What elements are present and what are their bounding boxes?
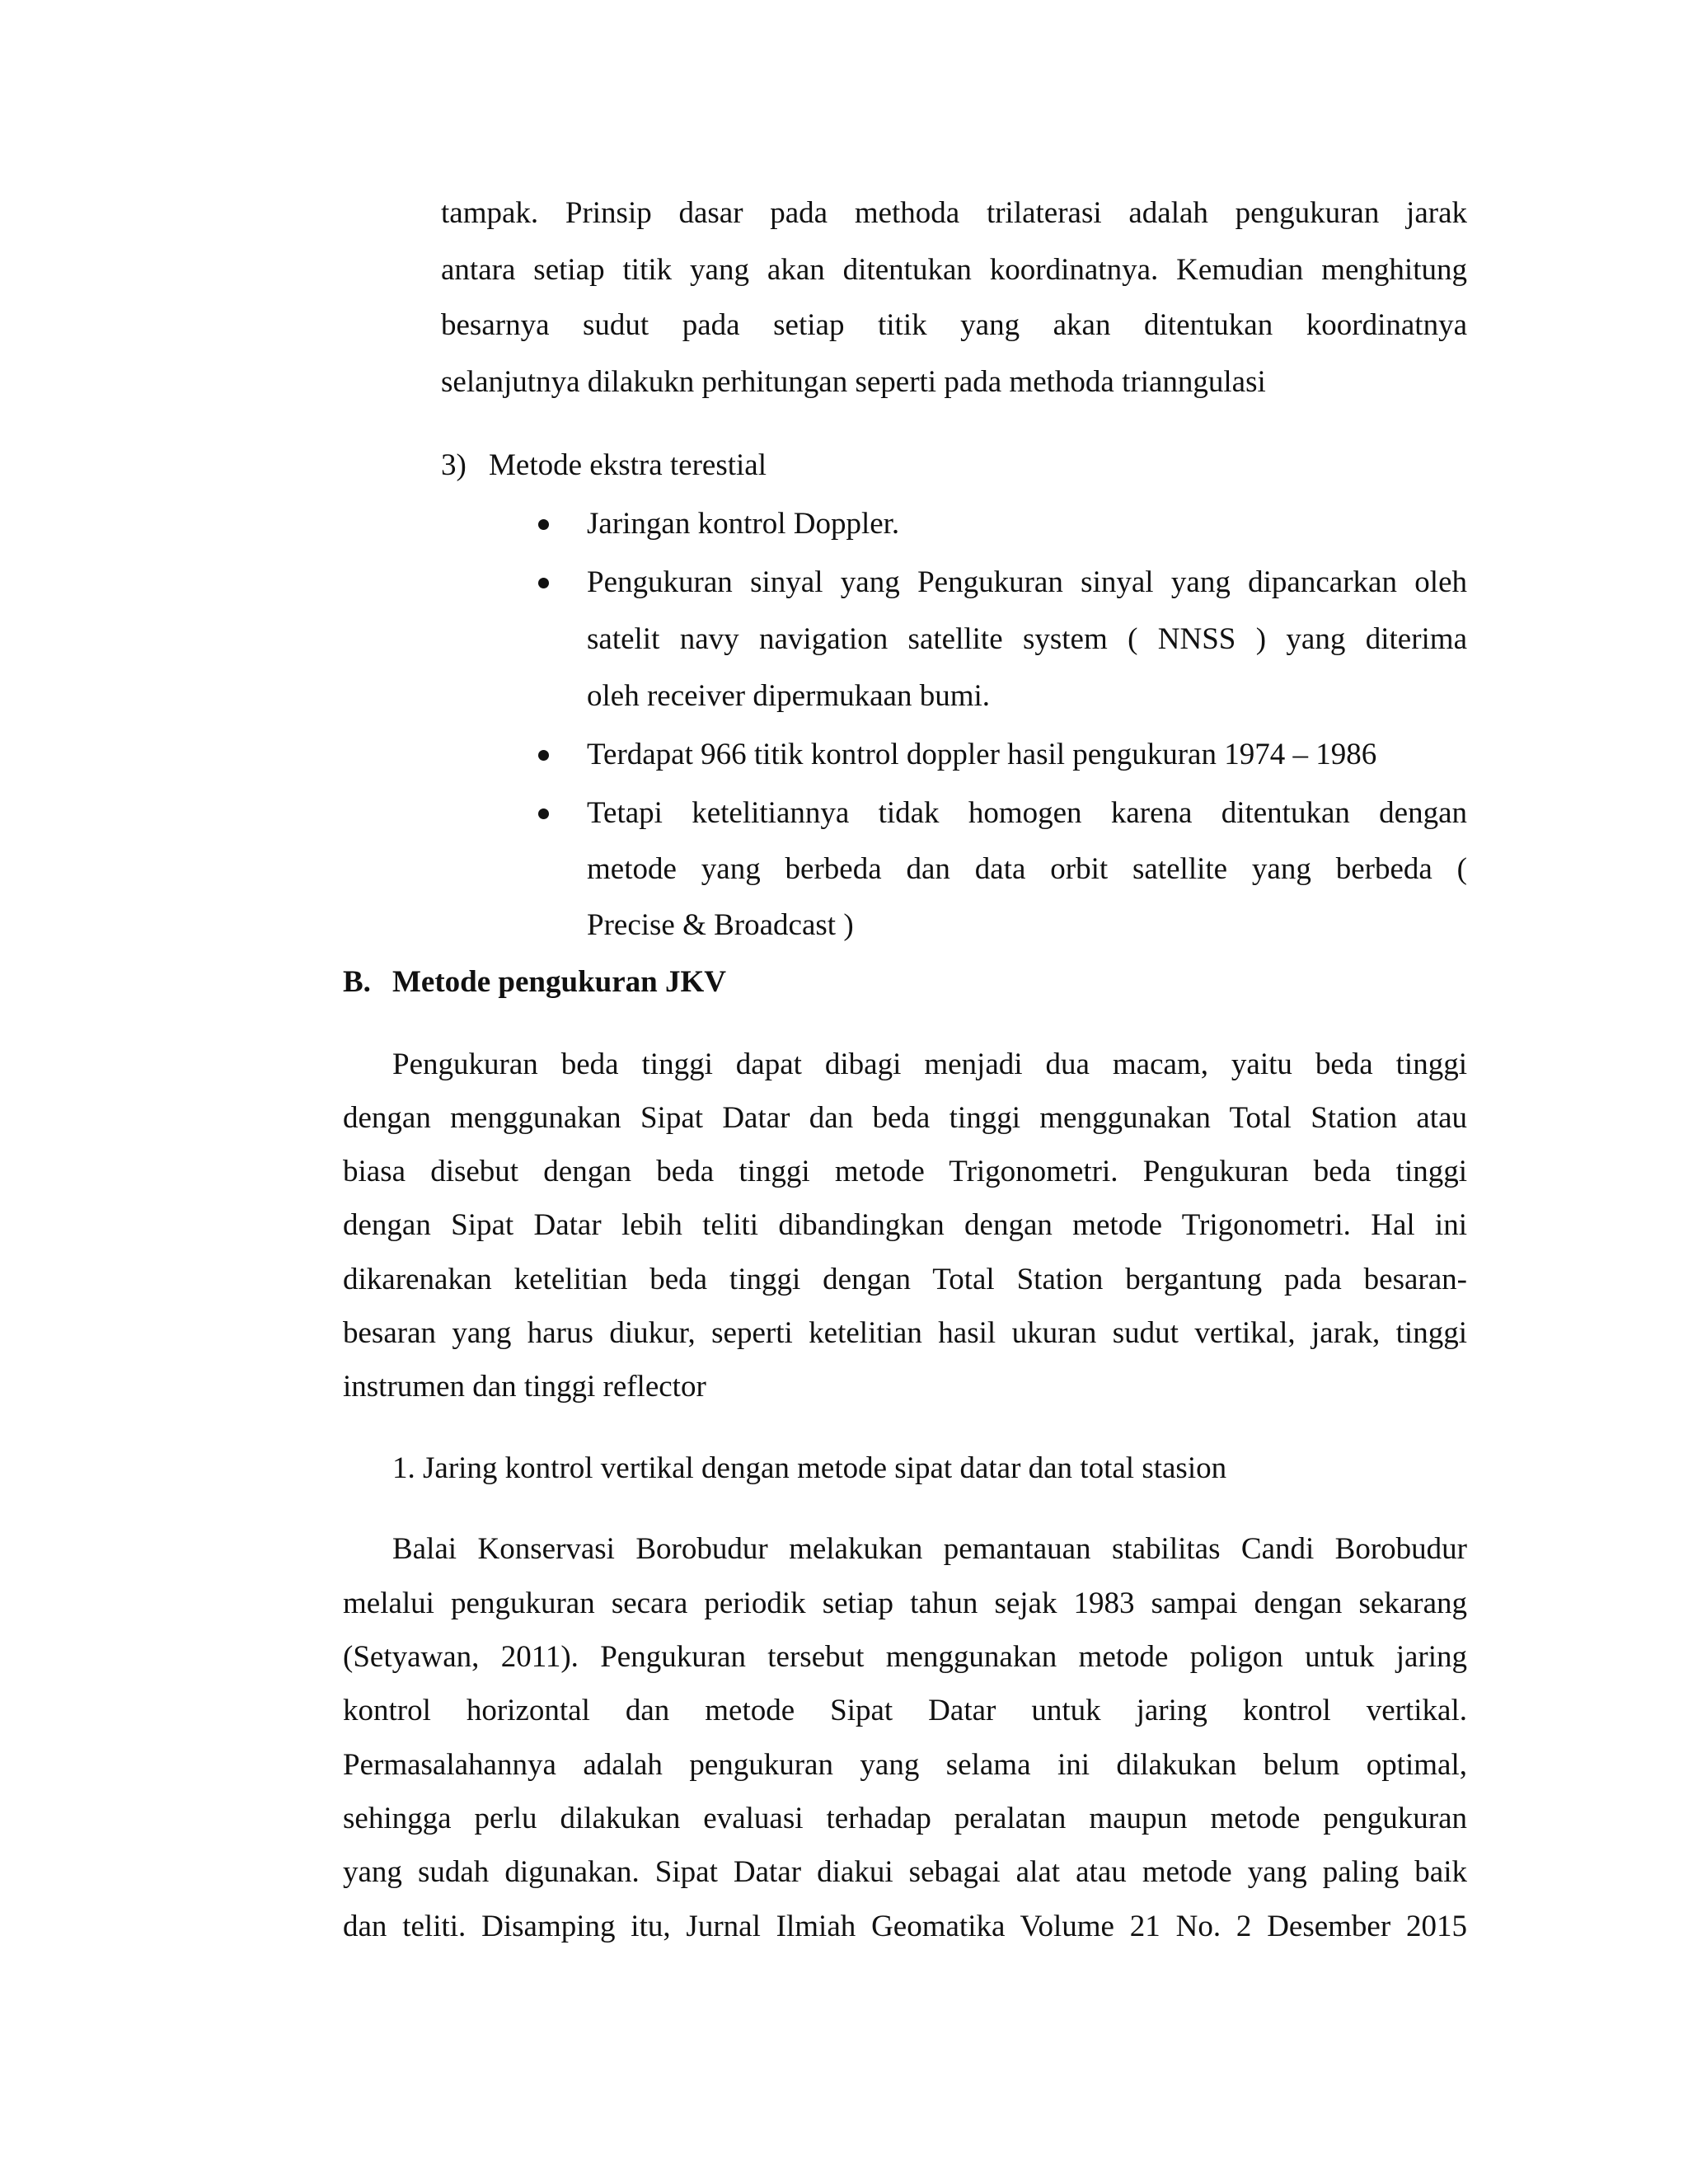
section-title: Metode pengukuran JKV xyxy=(392,965,726,999)
bullet-text: oleh receiver dipermukaan bumi. xyxy=(587,679,991,713)
text-line: dan teliti. Disamping itu, Jurnal Ilmiah Geomatika Volume 21 No. 2 Desember 2015 xyxy=(343,1910,1467,1943)
subheading: 1. Jaring kontrol vertikal dengan metode sipat datar dan total stasion xyxy=(392,1451,1227,1485)
bullet-text: Jaringan kontrol Doppler. xyxy=(587,507,900,541)
text-line: melalui pengukuran secara periodik setiap tahun sejak 1983 sampai dengan sekarang xyxy=(343,1586,1467,1620)
text-line: kontrol horizontal dan metode Sipat Datar untuk jaring kontrol vertikal. xyxy=(343,1694,1467,1727)
bullet-text: Terdapat 966 titik kontrol doppler hasil pengukuran 1974 – 1986 xyxy=(587,738,1377,771)
bullet-icon xyxy=(538,519,549,530)
section-letter: B. xyxy=(343,965,371,999)
text-line: (Setyawan, 2011). Pengukuran tersebut menggunakan metode poligon untuk jaring xyxy=(343,1640,1467,1674)
bullet-text: satelit navy navigation satellite system ( NNSS ) yang diterima xyxy=(587,622,1467,656)
text-line: dengan menggunakan Sipat Datar dan beda tinggi menggunakan Total Station atau xyxy=(343,1101,1467,1135)
text-line: instrumen dan tinggi reflector xyxy=(343,1370,706,1404)
bullet-icon xyxy=(538,808,549,819)
item-number: 3) xyxy=(441,448,467,482)
bullet-text: Precise & Broadcast ) xyxy=(587,908,854,942)
text-line: Permasalahannya adalah pengukuran yang selama ini dilakukan belum optimal, xyxy=(343,1748,1467,1782)
text-line: dikarenakan ketelitian beda tinggi dengan Total Station bergantung pada besaran- xyxy=(343,1263,1467,1296)
bullet-text: metode yang berbeda dan data orbit satellite yang berbeda ( xyxy=(587,852,1467,886)
text-line: dengan Sipat Datar lebih teliti dibandingkan dengan metode Trigonometri. Hal ini xyxy=(343,1208,1467,1242)
bullet-text: Tetapi ketelitiannya tidak homogen karena ditentukan dengan xyxy=(587,796,1467,830)
text-line: tampak. Prinsip dasar pada methoda trilaterasi adalah pengukuran jarak xyxy=(441,196,1467,230)
text-line: biasa disebut dengan beda tinggi metode Trigonometri. Pengukuran beda tinggi xyxy=(343,1155,1467,1188)
text-line: Balai Konservasi Borobudur melakukan pemantauan stabilitas Candi Borobudur xyxy=(392,1532,1467,1566)
text-line: selanjutnya dilakukn perhitungan seperti pada methoda trianngulasi xyxy=(441,365,1266,399)
text-line: sehingga perlu dilakukan evaluasi terhadap peralatan maupun metode pengukuran xyxy=(343,1802,1467,1835)
text-line: Pengukuran beda tinggi dapat dibagi menjadi dua macam, yaitu beda tinggi xyxy=(392,1047,1467,1081)
bullet-icon xyxy=(538,750,549,761)
text-line: besarnya sudut pada setiap titik yang akan ditentukan koordinatnya xyxy=(441,308,1467,342)
text-line: yang sudah digunakan. Sipat Datar diakui sebagai alat atau metode yang paling baik xyxy=(343,1855,1467,1889)
text-line: antara setiap titik yang akan ditentukan koordinatnya. Kemudian menghitung xyxy=(441,253,1467,287)
text-line: besaran yang harus diukur, seperti ketelitian hasil ukuran sudut vertikal, jarak, tinggi xyxy=(343,1316,1467,1350)
item-title: Metode ekstra terestial xyxy=(489,448,767,482)
bullet-icon xyxy=(538,578,549,588)
bullet-text: Pengukuran sinyal yang Pengukuran sinyal yang dipancarkan oleh xyxy=(587,565,1467,599)
